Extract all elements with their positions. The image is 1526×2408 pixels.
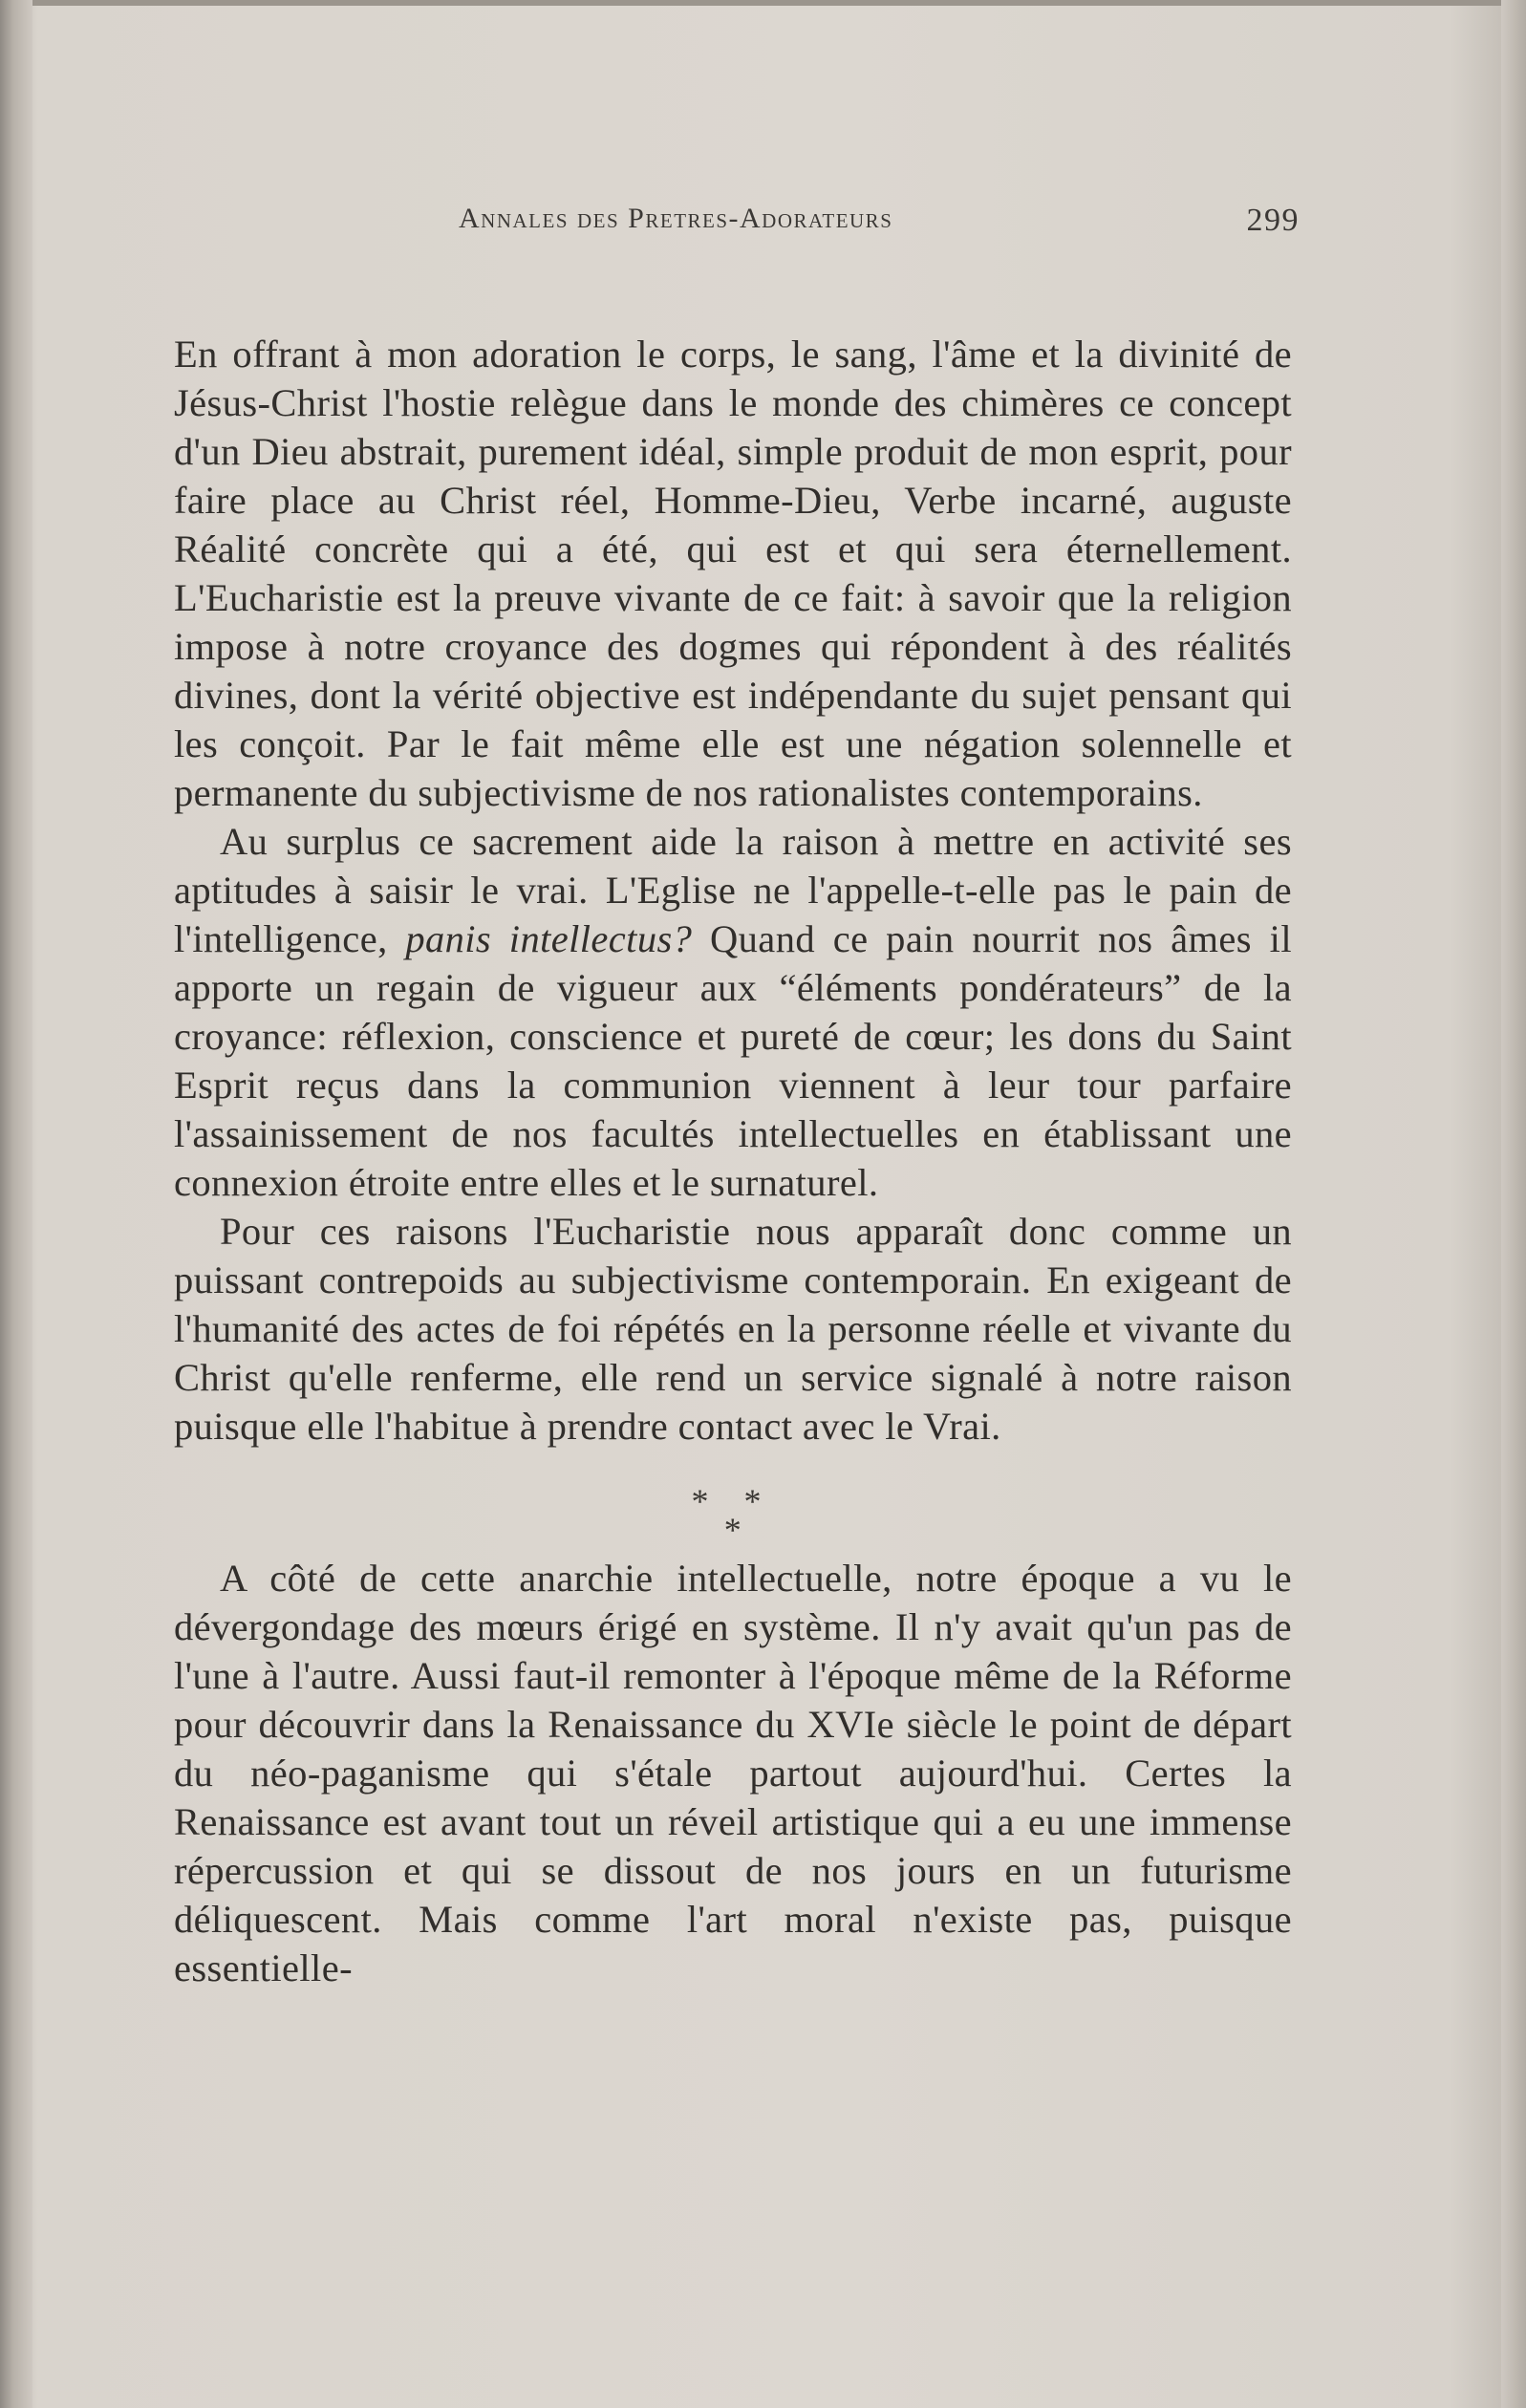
paragraph <box>174 817 1292 1207</box>
asterism-top: * * <box>691 1482 775 1520</box>
latin-phrase: panis intellectus? <box>405 917 693 960</box>
section-break-asterism <box>174 1451 1292 1554</box>
body-text <box>174 330 1292 1992</box>
page-top-edge <box>0 0 1526 6</box>
paragraph-text: Au surplus ce sacrement aide la raison à mettre en activité ses aptitudes à saisir le vrai. L'Eglise ne l'appelle-t-elle pas le pain de l'intelligence, <box>174 820 1292 960</box>
paragraph: Pour ces raisons l'Eucharistie nous apparaît donc comme un puissant contrepoids au subjectivisme contemporain. En exigeant de l'humanité des actes de foi répétés en la personne réelle et vivante du Christ qu'elle renferme, elle rend un service signalé à notre raison puisque elle l'habitue à prendre contact avec le Vrai. <box>174 1210 1292 1448</box>
page-number: 299 <box>1246 203 1300 238</box>
paragraph-text: Quand ce pain nourrit nos âmes il apporte un regain de vigueur aux “éléments pondérateurs” de la croyance: réflexion, conscience et pureté de cœur; les dons du Saint Esprit reçus dans la communion viennent à leur tour parfaire l'assainissement de nos facultés intellectuelles en établissant une connexion étroite entre elles et le surnaturel. <box>174 917 1292 1204</box>
running-title: Annales des Pretres-Adorateurs <box>459 203 893 234</box>
paragraph: En offrant à mon adoration le corps, le sang, l'âme et la divinité de Jésus-Christ l'hostie relègue dans le monde des chimères ce concept d'un Dieu abstrait, purement idéal, simple produit de mon esprit, pour faire place au Christ réel, Homme-Dieu, Verbe incarné, auguste Réalité concrète qui a été, qui est et qui sera éternellement. L'Eucharistie est la preuve vivante de ce fait: à savoir que la religion impose à notre croyance des dogmes qui répondent à des réalités divines, dont la vérité objective est indépendante du sujet pensant qui les conçoit. Par le fait même elle est une négation solennelle et permanente du subjectivisme de nos rationalistes contemporains. <box>174 333 1292 814</box>
asterism-bottom: * <box>723 1511 742 1549</box>
page-header <box>182 203 1300 241</box>
page-binding-edge <box>0 0 32 2408</box>
page-right-edge <box>1501 0 1526 2408</box>
paragraph: A côté de cette anarchie intellectuelle, notre époque a vu le dévergondage des mœurs érigé en système. Il n'y avait qu'un pas de l'une à l'autre. Aussi faut-il remonter à l'époque même de la Réforme pour découvrir dans la Renaissance du XVIe siècle le point de départ du néo-paganisme qui s'étale partout aujourd'hui. Certes la Renaissance est avant tout un réveil artistique qui a eu une immense répercussion et qui se dissout de nos jours en un futurisme déliquescent. Mais comme l'art moral n'existe pas, puisque essentielle- <box>174 1557 1292 1989</box>
